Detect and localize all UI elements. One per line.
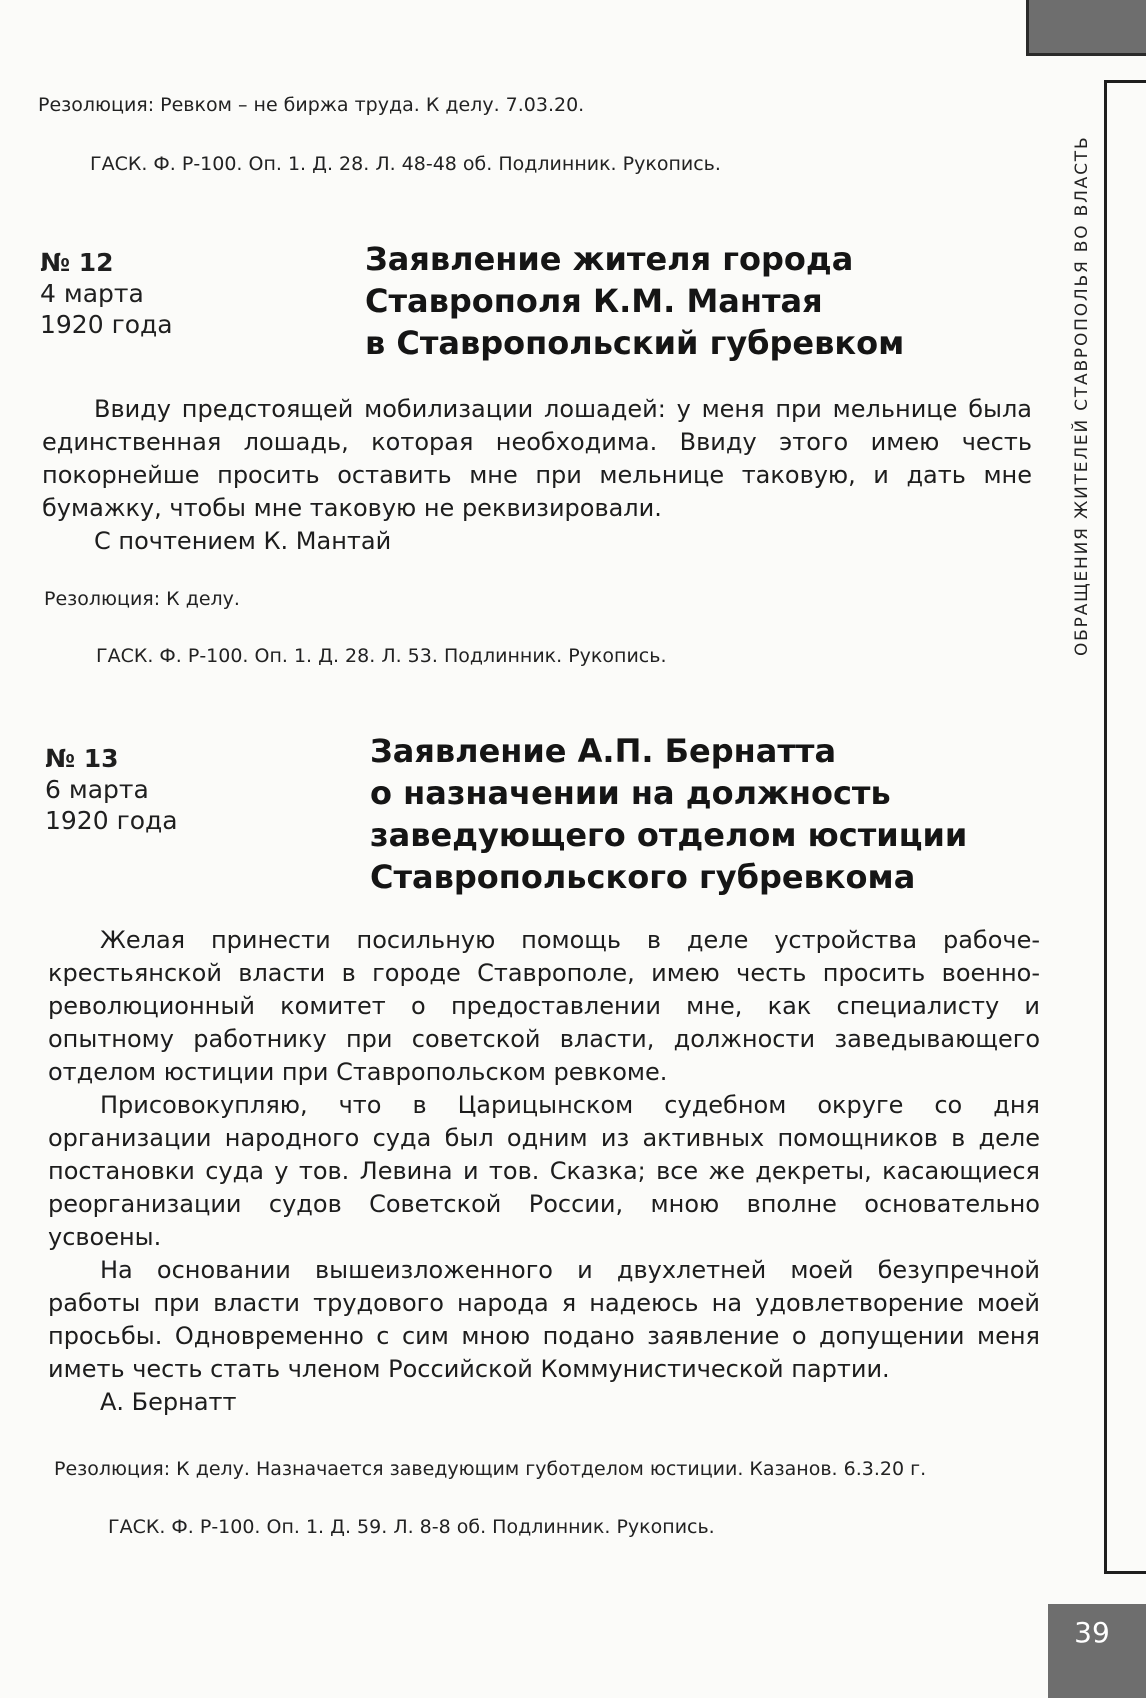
doc-13-title-line: Ставропольского губревкома — [370, 858, 916, 896]
doc-13-body — [48, 924, 1040, 1419]
doc-12-date-day: 4 марта — [40, 279, 144, 308]
doc-12-title-line: Ставрополя К.М. Мантая — [365, 282, 823, 320]
doc-13-number: № 13 — [45, 744, 119, 773]
doc-12-number: № 12 — [40, 248, 114, 277]
corner-tab — [1026, 0, 1146, 56]
doc-13-paragraph: Присовокупляю, что в Царицынском судебном округе со дня организации народного суда был одним из активных помощников в деле постановки суда у тов. Левина и тов. Сказка; все же декреты, касающиеся реорганизации судов Советской России, мною вполне основательно усвоены. — [48, 1091, 1040, 1251]
doc-13-title — [370, 730, 967, 898]
doc-12-meta — [40, 247, 173, 340]
previous-resolution: Резолюция: Ревком – не биржа труда. К делу. 7.03.20. — [38, 94, 585, 116]
doc-12-resolution: Резолюция: К делу. — [44, 588, 240, 610]
doc-13-signature: А. Бернатт — [100, 1388, 237, 1416]
doc-13-title-line: о назначении на должность — [370, 774, 891, 812]
doc-12-archive-ref: ГАСК. Ф. Р-100. Оп. 1. Д. 28. Л. 53. Подлинник. Рукопись. — [96, 645, 667, 667]
doc-13-title-line: заведующего отделом юстиции — [370, 816, 968, 854]
page-number: 39 — [1074, 1616, 1110, 1649]
doc-13-archive-ref: ГАСК. Ф. Р-100. Оп. 1. Д. 59. Л. 8-8 об. Подлинник. Рукопись. — [108, 1516, 715, 1538]
doc-12-title — [365, 238, 904, 364]
doc-13-resolution: Резолюция: К делу. Назначается заведующим губотделом юстиции. Казанов. 6.3.20 г. — [54, 1458, 927, 1480]
doc-13-meta — [45, 743, 178, 836]
doc-12-date-year: 1920 года — [40, 310, 173, 339]
doc-12-title-line: в Ставропольский губревком — [365, 324, 905, 362]
running-section-title: ОБРАЩЕНИЯ ЖИТЕЛЕЙ СТАВРОПОЛЬЯ ВО ВЛАСТЬ — [1072, 135, 1092, 656]
side-frame — [1104, 80, 1146, 1574]
doc-13-title-line: Заявление А.П. Бернатта — [370, 732, 837, 770]
doc-12-body — [42, 393, 1032, 558]
previous-archive-ref: ГАСК. Ф. Р-100. Оп. 1. Д. 28. Л. 48-48 об. Подлинник. Рукопись. — [90, 153, 721, 175]
doc-12-paragraph: Ввиду предстоящей мобилизации лошадей: у меня при мельнице была единственная лошадь, которая необходима. Ввиду этого имею честь покорнейше просить оставить мне при мельнице таковую, и дать мне бумажку, чтобы мне таковую не реквизировали. — [42, 395, 1032, 522]
doc-13-date-year: 1920 года — [45, 806, 178, 835]
doc-13-paragraph: Желая принести посильную помощь в деле устройства рабоче-крестьянской власти в городе Ставрополе, имею честь просить военно-революционный комитет о предоставлении мне, как специалисту и опытному работнику при советской власти, должности заведывающего отделом юстиции при Ставропольском ревкоме. — [48, 926, 1040, 1086]
doc-12-title-line: Заявление жителя города — [365, 240, 854, 278]
doc-12-signature: С почтением К. Мантай — [94, 527, 392, 555]
doc-13-date-day: 6 марта — [45, 775, 149, 804]
doc-13-paragraph: На основании вышеизложенного и двухлетней моей безупречной работы при власти трудового народа я надеюсь на удовлетворение моей просьбы. Одновременно с сим мною подано заявление о допущении меня иметь честь стать членом Российской Коммунистической партии. — [48, 1256, 1040, 1383]
